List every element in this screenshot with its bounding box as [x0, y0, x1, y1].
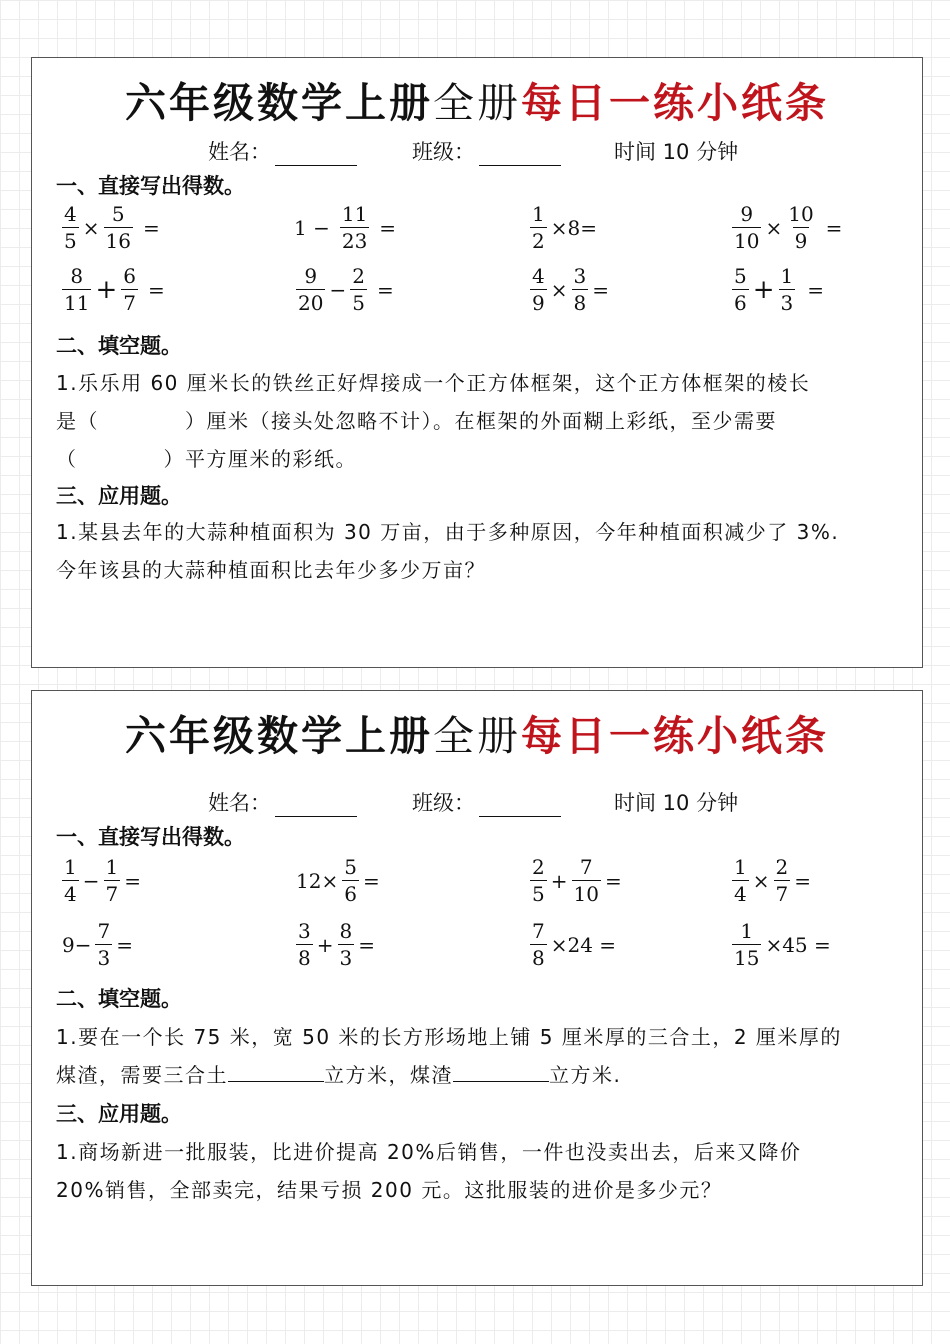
calc-item-4 — [730, 204, 844, 251]
denominator: 7 — [105, 882, 119, 906]
numerator: 1 — [532, 202, 545, 226]
denominator: 2 — [532, 229, 545, 253]
name-underline — [275, 143, 357, 166]
numerator: 9 — [740, 202, 754, 226]
class-field[interactable]: 班级： — [412, 787, 561, 817]
operator: = — [147, 277, 165, 302]
fraction — [530, 857, 547, 904]
operator: + — [550, 868, 568, 893]
fraction — [104, 857, 121, 904]
fraction — [62, 266, 91, 313]
fraction — [104, 204, 133, 251]
application-question-1: 1.商场新进一批服装，比进价提高 20%后销售，一件也没卖出去，后来又降价 20%销售，全部卖完，结果亏损 200 元。这批服装的进价是多少元？ — [56, 1140, 802, 1202]
fraction — [786, 204, 815, 251]
fraction — [350, 266, 367, 313]
operator: × — [550, 277, 568, 302]
operator: 9− — [62, 932, 92, 957]
operator: 1 − — [294, 215, 330, 240]
student-info-row — [32, 787, 922, 817]
denominator: 5 — [532, 882, 545, 906]
fraction — [338, 921, 355, 968]
numerator: 2 — [775, 855, 789, 879]
denominator: 10 — [573, 882, 599, 906]
calc-item-7 — [528, 266, 611, 313]
class-underline — [479, 143, 561, 166]
operator: = — [362, 868, 380, 893]
numerator: 10 — [788, 202, 814, 226]
fraction — [774, 857, 791, 904]
numerator: 5 — [734, 264, 747, 288]
operator: ×24 = — [550, 932, 617, 957]
denominator: 4 — [734, 882, 747, 906]
numerator: 7 — [579, 855, 593, 879]
numerator: 8 — [339, 919, 353, 943]
numerator: 7 — [532, 919, 545, 943]
operator: = — [825, 215, 843, 240]
name-field[interactable]: 姓名： — [208, 136, 357, 166]
denominator: 15 — [734, 946, 760, 970]
calc-item-5 — [60, 921, 135, 968]
numerator: 7 — [97, 919, 111, 943]
operator: = — [604, 868, 622, 893]
section-heading-calc: 一、直接写出得数。 — [56, 825, 245, 849]
numerator: 6 — [123, 264, 136, 288]
denominator: 7 — [123, 291, 136, 315]
denominator: 8 — [532, 946, 545, 970]
slip-title: 六年级数学上册全册每日一练小纸条 — [125, 79, 829, 127]
calc-item-2 — [292, 204, 398, 251]
operator: = — [379, 215, 397, 240]
practice-slip-1 — [31, 57, 923, 668]
denominator: 8 — [573, 291, 587, 315]
operator: × — [765, 215, 783, 240]
fraction — [779, 266, 796, 313]
fraction — [296, 266, 325, 313]
operator: − — [329, 277, 347, 302]
fraction — [732, 921, 761, 968]
class-underline — [479, 794, 561, 817]
numerator: 4 — [64, 202, 77, 226]
numerator: 5 — [344, 855, 357, 879]
student-info-row — [32, 136, 922, 166]
numerator: 2 — [352, 264, 365, 288]
operator: = — [124, 868, 141, 893]
denominator: 23 — [341, 229, 368, 253]
fraction — [62, 204, 79, 251]
denominator: 3 — [780, 291, 794, 315]
name-underline — [275, 794, 357, 817]
time-label: 时间 10 分钟 — [614, 791, 739, 815]
denominator: 16 — [105, 229, 131, 253]
operator: ×45 = — [765, 932, 831, 957]
calc-item-3 — [528, 204, 599, 251]
fraction — [340, 204, 369, 251]
calc-item-8 — [730, 266, 826, 313]
numerator: 8 — [70, 264, 84, 288]
operator: = — [807, 277, 825, 302]
fraction — [572, 857, 601, 904]
denominator: 11 — [64, 291, 90, 315]
calc-item-7 — [528, 921, 618, 968]
fraction — [121, 266, 138, 313]
fill-question-1: 1.要在一个长 75 米，宽 50 米的长方形场地上铺 5 厘米厚的三合土，2 厘米厚的 煤渣，需要三合土 立方米，煤渣 立方米. — [56, 1025, 842, 1087]
operator: ×8= — [550, 215, 597, 240]
denominator: 20 — [298, 291, 324, 315]
fraction — [530, 204, 547, 251]
denominator: 5 — [352, 291, 365, 315]
operator: + — [316, 932, 334, 957]
practice-slip-2 — [31, 690, 923, 1286]
section-heading-application: 三、应用题。 — [56, 484, 182, 508]
denominator: 9 — [794, 229, 808, 253]
numerator: 1 — [780, 264, 794, 288]
denominator: 6 — [344, 882, 357, 906]
slip-title: 六年级数学上册全册每日一练小纸条 — [125, 712, 829, 760]
operator: × — [82, 215, 100, 240]
section-heading-calc: 一、直接写出得数。 — [56, 174, 245, 198]
numerator: 11 — [341, 202, 368, 226]
fill-question-1: 1.乐乐用 60 厘米长的铁丝正好焊接成一个正方体框架，这个正方体框架的棱长 是（ ）厘米（接头处忽略不计）。在框架的外面糊上彩纸，至少需要 （ ）平方厘米的彩纸。 — [56, 371, 811, 471]
fraction — [530, 266, 547, 313]
calc-item-1 — [60, 857, 143, 904]
operator: × — [752, 868, 770, 893]
name-field[interactable]: 姓名： — [208, 787, 357, 817]
application-question-1: 1.某县去年的大蒜种植面积为 30 万亩，由于多种原因，今年种植面积减少了 3%. 今年该县的大蒜种植面积比去年少多少万亩？ — [56, 520, 840, 582]
denominator: 3 — [97, 946, 111, 970]
calc-item-4 — [730, 857, 813, 904]
calc-item-2 — [294, 857, 382, 904]
denominator: 6 — [734, 291, 747, 315]
numerator: 1 — [64, 855, 77, 879]
numerator: 9 — [304, 264, 318, 288]
operator: = — [358, 932, 375, 957]
fraction — [732, 266, 749, 313]
class-field[interactable]: 班级： — [412, 136, 561, 166]
numerator: 1 — [734, 855, 747, 879]
fraction — [732, 857, 749, 904]
operator: = — [592, 277, 609, 302]
fraction — [296, 921, 313, 968]
denominator: 5 — [64, 229, 77, 253]
answer-blank[interactable] — [228, 1061, 324, 1082]
operator: = — [794, 868, 811, 893]
fraction — [572, 266, 589, 313]
fraction — [530, 921, 547, 968]
fraction — [732, 204, 761, 251]
operator: 12× — [296, 868, 339, 893]
calc-item-6 — [294, 266, 396, 313]
numerator: 3 — [573, 264, 587, 288]
numerator: 3 — [298, 919, 311, 943]
calc-item-1 — [60, 204, 162, 251]
numerator: 5 — [111, 202, 125, 226]
calc-item-6 — [294, 921, 377, 968]
denominator: 9 — [532, 291, 545, 315]
calc-item-5 — [60, 266, 167, 313]
calc-item-8 — [730, 921, 833, 968]
numerator: 4 — [532, 264, 545, 288]
operator: + — [95, 274, 118, 305]
operator: − — [82, 868, 100, 893]
calc-item-3 — [528, 857, 624, 904]
time-label: 时间 10 分钟 — [614, 140, 739, 164]
operator: = — [376, 277, 394, 302]
denominator: 8 — [298, 946, 311, 970]
operator: = — [116, 932, 133, 957]
denominator: 3 — [339, 946, 353, 970]
operator: = — [142, 215, 160, 240]
section-heading-fill: 二、填空题。 — [56, 334, 182, 358]
numerator: 1 — [105, 855, 119, 879]
fraction — [62, 857, 79, 904]
denominator: 7 — [775, 882, 789, 906]
denominator: 10 — [734, 229, 760, 253]
numerator: 2 — [532, 855, 545, 879]
section-heading-fill: 二、填空题。 — [56, 987, 182, 1011]
fraction — [95, 921, 112, 968]
numerator: 1 — [740, 919, 754, 943]
operator: + — [752, 274, 775, 305]
answer-blank[interactable] — [453, 1061, 549, 1082]
denominator: 4 — [64, 882, 77, 906]
fraction — [342, 857, 359, 904]
section-heading-application: 三、应用题。 — [56, 1102, 182, 1126]
